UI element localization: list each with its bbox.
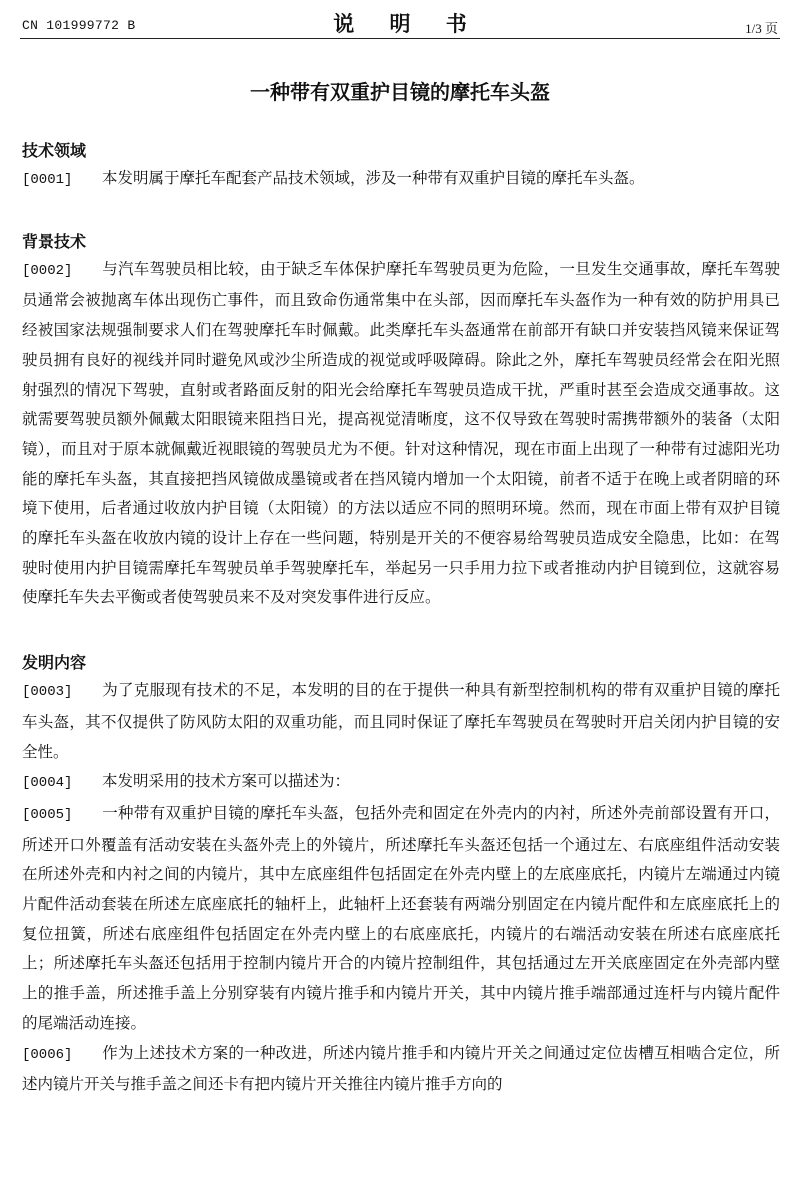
section-heading: 背景技术 xyxy=(22,231,87,251)
paragraph-number: [0002] xyxy=(22,262,73,279)
paragraph-text: 一种带有双重护目镜的摩托车头盔，包括外壳和固定在外壳内的内衬，所述外壳前部设置有开口，所述开口外覆盖有活动安装在头盔外壳上的外镜片，所述摩托车头盔还包括一个通过左、右底座组件活动安装在所述外壳和内衬之间的内镜片，其中左底座组件包括固定在外壳内壁上的左底座底托，内镜片左端通过内镜片配件活动套装在所述左底座底托的轴杆上，此轴杆上还套装有两端分别固定在内镜片配件和左底座底托上的复位扭簧，所述右底座组件包括固定在外壳内壁上的右底座底托，内镜片的右端活动安装在所述右底座底托上；所述摩托车头盔还包括用于控制内镜片开合的内镜片控制组件，其包括通过左开关底座固定在外壳部内壁上的推手盖，所述推手盖上分别穿装有内镜片推手和内镜片开关，其中内镜片推手端部通过连杆与内镜片配件的尾端活动连接。 xyxy=(22,803,780,1032)
paragraph-text: 与汽车驾驶员相比较，由于缺乏车体保护摩托车驾驶员更为危险，一旦发生交通事故，摩托车驾驶员通常会被抛离车体出现伤亡事件，而且致命伤通常集中在头部，因而摩托车头盔作为一种有效的防护用具已经被国家法规强制要求人们在驾驶摩托车时佩戴。此类摩托车头盔通常在前部开有缺口并安装挡风镜来保证驾驶员拥有良好的视线并同时避免风或沙尘所造成的视觉或呼吸障碍。除此之外，摩托车驾驶员经常会在阳光照射强烈的情况下驾驶，直射或者路面反射的阳光会给摩托车驾驶员造成干扰，严重时甚至会造成交通事故。这就需要驾驶员额外佩戴太阳眼镜来阻挡日光，提高视觉清晰度，这不仅导致在驾驶时需携带额外的装备（太阳镜），而且对于原本就佩戴近视眼镜的驾驶员尤为不便。针对这种情况，现在市面上出现了一种带有过滤阳光功能的摩托车头盔，其直接把挡风镜做成墨镜或者在挡风镜内增加一个太阳镜，前者不适于在晚上或者阴暗的环境下使用，后者通过收放内护目镜（太阳镜）的方法以适应不同的照明环境。然而，现在市面上带有双护目镜的摩托车头盔在收放内镜的设计上存在一些问题，特别是开关的不便容易给驾驶员造成安全隐患，比如：在驾驶时使用内护目镜需摩托车驾驶员单手驾驶摩托车，举起另一只手用力拉下或者推动内护目镜到位，这就容易使摩托车失去平衡或者使驾驶员来不及对突发事件进行反应。 xyxy=(22,259,780,607)
document-body xyxy=(22,138,780,1100)
paragraph xyxy=(22,676,780,767)
document-title: 一种带有双重护目镜的摩托车头盔 xyxy=(250,80,550,104)
page-header xyxy=(20,8,780,38)
paragraph xyxy=(22,255,780,613)
section-background-art xyxy=(22,229,780,613)
paragraph-text: 作为上述技术方案的一种改进，所述内镜片推手和内镜片开关之间通过定位齿槽互相啮合定位，所述内镜片开关与推手盖之间还卡有把内镜片开关推往内镜片推手方向的 xyxy=(22,1043,780,1094)
header-divider xyxy=(20,38,780,39)
paragraph-text: 为了克服现有技术的不足，本发明的目的在于提供一种具有新型控制机构的带有双重护目镜的摩托车头盔，其不仅提供了防风防太阳的双重功能，而且同时保证了摩托车驾驶员在驾驶时开启关闭内护目镜的安全性。 xyxy=(22,681,780,761)
paragraph-number: [0003] xyxy=(22,684,73,701)
page-indicator: 1/3 页 xyxy=(745,21,778,36)
section-heading: 发明内容 xyxy=(22,653,87,673)
document-type: 说 明 书 xyxy=(333,12,481,36)
paragraph xyxy=(22,799,780,1039)
paragraph xyxy=(22,164,780,196)
patent-number: CN 101999772 B xyxy=(22,18,136,33)
paragraph-text: 本发明属于摩托车配套产品技术领域，涉及一种带有双重护目镜的摩托车头盔。 xyxy=(102,169,645,187)
paragraph-number: [0005] xyxy=(22,806,73,823)
paragraph-number: [0001] xyxy=(22,172,73,188)
paragraph xyxy=(22,767,780,799)
paragraph xyxy=(22,1039,780,1100)
section-invention-content xyxy=(22,650,780,1100)
paragraph-number: [0006] xyxy=(22,1046,73,1063)
section-technical-field xyxy=(22,138,780,196)
paragraph-number: [0004] xyxy=(22,775,73,792)
paragraph-text: 本发明采用的技术方案可以描述为： xyxy=(102,772,351,791)
section-heading: 技术领域 xyxy=(22,141,87,160)
